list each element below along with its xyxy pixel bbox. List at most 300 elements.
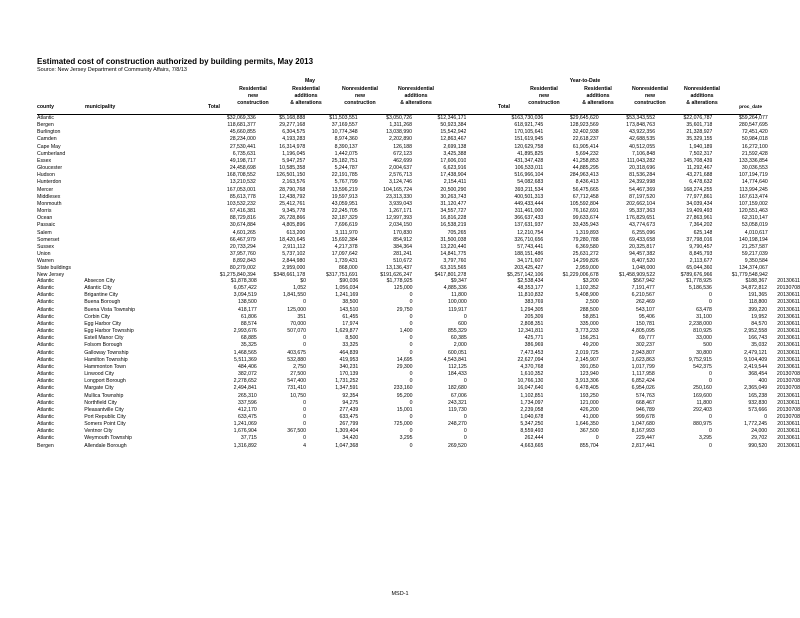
cell-total-ytd: 1,102,851 bbox=[520, 392, 544, 399]
cell-nonres-add-ytd: 932,830 bbox=[748, 399, 768, 406]
cell-nonres-new-may: 95,200 bbox=[396, 392, 413, 399]
cell-nonres-add-may: $9,347 bbox=[450, 278, 467, 284]
header-res-add-ytd: Residential additions & alterations bbox=[582, 86, 614, 106]
header-total-ytd: Total bbox=[497, 104, 510, 110]
page-footer: MSD-1 bbox=[391, 591, 409, 597]
table-row bbox=[37, 158, 800, 165]
cell-res-add-may: 17,097,642 bbox=[331, 250, 358, 257]
cell-nonres-add-may: 31,500,038 bbox=[440, 236, 467, 243]
cell-nonres-add-may: 0 bbox=[463, 435, 467, 442]
cell-nonres-new-may: 462,699 bbox=[393, 157, 413, 164]
cell-proc-date: 20130708 bbox=[776, 413, 800, 420]
cell-res-new-may: 16,314,978 bbox=[279, 143, 306, 150]
cell-res-add-ytd: 202,662,104 bbox=[626, 200, 656, 207]
cell-total-may: 265,310 bbox=[237, 392, 257, 399]
table-row bbox=[37, 136, 800, 143]
cell-nonres-add-may: 63,315,565 bbox=[440, 265, 467, 272]
cell-total-may: 35,325 bbox=[240, 342, 257, 349]
cell-proc-date bbox=[768, 129, 800, 136]
cell-proc-date: 20130611 bbox=[777, 421, 800, 428]
cell-total-may: 382,072 bbox=[237, 371, 257, 378]
cell-municipality: Brigantine City bbox=[84, 292, 118, 299]
cell-res-new-ytd: 335,000 bbox=[579, 320, 599, 327]
county-summary-table bbox=[37, 115, 800, 280]
cell-nonres-new-ytd: 30,800 bbox=[696, 349, 712, 356]
cell-municipality: Mullica Township bbox=[84, 392, 124, 399]
cell-nonres-new-ytd: 35,329,155 bbox=[686, 136, 713, 143]
cell-nonres-add-may: 16,816,228 bbox=[440, 215, 467, 222]
cell-total-may: 30,674,884 bbox=[229, 222, 256, 229]
cell-municipality: Hammonton Town bbox=[84, 363, 126, 370]
cell-proc-date: 20130611 bbox=[777, 349, 800, 356]
cell-nonres-add-may: 119,730 bbox=[448, 406, 467, 413]
cell-nonres-new-ytd: 35,601,718 bbox=[686, 122, 713, 129]
cell-res-new-ytd: 8,436,413 bbox=[575, 179, 599, 186]
cell-proc-date bbox=[768, 144, 800, 151]
cell-res-add-may: 4,217,378 bbox=[334, 243, 358, 250]
cell-res-new-ytd: 49,200 bbox=[582, 342, 599, 349]
cell-res-add-ytd: 20,325,817 bbox=[629, 243, 656, 250]
cell-county: Atlantic bbox=[37, 299, 55, 306]
cell-nonres-add-may: 20,500,290 bbox=[440, 186, 467, 193]
cell-total-may: 633,475 bbox=[237, 413, 257, 420]
table-row bbox=[37, 443, 800, 450]
cell-nonres-add-ytd: 368,454 bbox=[748, 371, 768, 378]
cell-county: Sussex bbox=[37, 243, 55, 250]
cell-proc-date: 20130708 bbox=[776, 406, 800, 413]
cell-municipality: Egg Harbor Township bbox=[84, 328, 134, 335]
cell-nonres-new-ytd: 34,039,434 bbox=[686, 200, 713, 207]
cell-res-add-may: $317,751,691 bbox=[325, 272, 358, 279]
cell-county: Atlantic bbox=[37, 413, 55, 420]
cell-nonres-add-may: 3,425,388 bbox=[443, 150, 467, 157]
cell-res-new-may: 2,750 bbox=[293, 363, 307, 370]
cell-total-may: 138,500 bbox=[237, 299, 257, 306]
cell-total-ytd: 137,631,937 bbox=[514, 222, 544, 229]
cell-proc-date bbox=[768, 251, 800, 258]
cell-proc-date: 20130708 bbox=[776, 285, 800, 292]
cell-res-add-ytd: 4,805,095 bbox=[631, 328, 655, 335]
cell-total-ytd: 34,171,607 bbox=[517, 258, 544, 265]
cell-nonres-new-ytd: 7,364,202 bbox=[689, 222, 713, 229]
cell-proc-date bbox=[768, 158, 800, 165]
cell-res-new-may: 0 bbox=[303, 406, 307, 413]
cell-total-may: 6,057,422 bbox=[233, 285, 257, 292]
table-row bbox=[37, 208, 800, 215]
report-source: Source: New Jersey Department of Community Affairs, 7/8/13 bbox=[37, 67, 187, 73]
cell-nonres-new-ytd: 0 bbox=[709, 413, 712, 420]
cell-res-add-may: 1,047,368 bbox=[335, 442, 359, 449]
cell-res-add-may: 1,241,169 bbox=[335, 292, 359, 299]
cell-proc-date: 20130611 bbox=[777, 342, 800, 349]
cell-county: Cape May bbox=[37, 143, 61, 150]
cell-total-ytd: 262,444 bbox=[524, 435, 544, 442]
cell-total-may: 2,993,676 bbox=[233, 328, 257, 335]
cell-proc-date: 20130708 bbox=[776, 378, 800, 385]
cell-county: Atlantic bbox=[37, 435, 55, 442]
cell-res-new-ytd: 44,885,295 bbox=[572, 165, 599, 172]
cell-res-new-may: 4,805,896 bbox=[282, 222, 306, 229]
cell-county: Atlantic bbox=[37, 335, 55, 342]
cell-res-new-may: 0 bbox=[303, 399, 307, 406]
cell-nonres-add-ytd: 50,984,018 bbox=[741, 136, 768, 143]
cell-nonres-new-may: 13,038,990 bbox=[386, 129, 413, 136]
cell-res-add-ytd: 2,817,441 bbox=[631, 442, 655, 449]
cell-proc-date bbox=[768, 194, 800, 201]
table-row bbox=[37, 321, 800, 328]
table-row bbox=[37, 151, 800, 158]
header-total-may: Total bbox=[207, 104, 220, 110]
cell-res-add-may: 170,139 bbox=[339, 371, 359, 378]
cell-nonres-new-may: 384,364 bbox=[393, 243, 413, 250]
cell-res-add-ytd: 69,433,658 bbox=[629, 236, 656, 243]
cell-res-new-may: 1,196,045 bbox=[282, 150, 306, 157]
cell-nonres-add-may: 182,680 bbox=[447, 385, 467, 392]
cell-proc-date bbox=[768, 179, 800, 186]
header-county: county bbox=[37, 104, 55, 110]
cell-res-add-may: 8,500 bbox=[345, 335, 359, 342]
cell-res-add-may: 8,390,137 bbox=[334, 143, 358, 150]
cell-res-add-ytd: 87,197,520 bbox=[629, 193, 656, 200]
cell-res-add-ytd: 7,191,477 bbox=[631, 285, 655, 292]
cell-municipality bbox=[85, 251, 177, 258]
table-row bbox=[37, 187, 800, 194]
cell-res-new-may: 27,500 bbox=[290, 371, 307, 378]
cell-nonres-add-may: 4,543,841 bbox=[443, 356, 467, 363]
cell-proc-date: 20130611 bbox=[777, 392, 800, 399]
cell-total-ytd: 22,627,094 bbox=[517, 356, 544, 363]
cell-nonres-new-ytd: 880,975 bbox=[693, 421, 712, 428]
cell-total-ytd: 449,433,444 bbox=[514, 200, 544, 207]
cell-res-add-ytd: 262,469 bbox=[635, 299, 655, 306]
cell-res-new-may: 18,420,645 bbox=[279, 236, 306, 243]
cell-res-new-ytd: 58,851 bbox=[582, 313, 599, 320]
table-row bbox=[37, 115, 800, 122]
cell-nonres-add-may: 243,321 bbox=[447, 399, 467, 406]
cell-nonres-new-ytd: 9,752,915 bbox=[688, 356, 712, 363]
cell-total-may: 61,806 bbox=[240, 313, 257, 320]
table-row bbox=[37, 292, 800, 299]
cell-res-new-ytd: 3,773,233 bbox=[575, 328, 599, 335]
cell-res-add-ytd: 1,047,680 bbox=[631, 421, 655, 428]
cell-nonres-add-may: 17,438,904 bbox=[440, 172, 467, 179]
cell-res-add-may: 3,111,970 bbox=[335, 229, 358, 236]
cell-total-may: 4,601,265 bbox=[232, 229, 256, 236]
cell-res-new-may: 10,750 bbox=[290, 392, 307, 399]
cell-county: Passaic bbox=[37, 222, 56, 229]
cell-municipality: Linwood City bbox=[84, 371, 114, 378]
cell-res-new-may: 26,728,866 bbox=[279, 215, 306, 222]
cell-res-add-may: 43,059,951 bbox=[331, 200, 358, 207]
cell-res-add-may: 1,442,075 bbox=[334, 150, 358, 157]
cell-proc-date: 20130611 bbox=[777, 363, 800, 370]
cell-nonres-add-may: 30,263,743 bbox=[440, 193, 467, 200]
cell-municipality: Folsom Borough bbox=[84, 342, 123, 349]
cell-nonres-add-may: 600,051 bbox=[447, 349, 467, 356]
report-title: Estimated cost of construction authorized by building permits, May 2013 bbox=[37, 57, 314, 66]
cell-nonres-new-ytd: 169,600 bbox=[693, 392, 712, 399]
municipality-table bbox=[37, 278, 800, 450]
table-row bbox=[37, 328, 800, 335]
cell-res-new-ytd: $29,645,620 bbox=[569, 115, 599, 121]
table-row bbox=[37, 278, 800, 285]
cell-municipality bbox=[85, 122, 177, 129]
cell-nonres-add-may: $417,801,278 bbox=[434, 272, 467, 279]
cell-nonres-new-ytd: 43,271,688 bbox=[686, 172, 713, 179]
cell-res-add-ytd: 94,457,382 bbox=[629, 250, 656, 257]
cell-res-new-may: 28,790,768 bbox=[279, 186, 306, 193]
cell-res-add-may: 25,182,751 bbox=[331, 157, 358, 164]
cell-nonres-add-ytd: 16,272,100 bbox=[741, 143, 768, 150]
cell-total-may: 88,729,816 bbox=[229, 215, 256, 222]
cell-nonres-new-ytd: 250,160 bbox=[693, 385, 712, 392]
cell-total-ytd: 4,370,768 bbox=[520, 363, 544, 370]
cell-nonres-new-ytd: 27,863,961 bbox=[686, 215, 713, 222]
cell-municipality bbox=[85, 172, 177, 179]
cell-total-may: 118,681,377 bbox=[227, 122, 256, 129]
cell-nonres-add-may: 0 bbox=[463, 428, 467, 435]
table-row bbox=[37, 385, 800, 392]
cell-res-add-ytd: $53,343,552 bbox=[626, 115, 656, 121]
cell-proc-date bbox=[768, 230, 800, 237]
cell-total-may: 28,234,000 bbox=[229, 136, 256, 143]
cell-res-add-ytd: 6,255,096 bbox=[632, 229, 656, 236]
cell-nonres-add-ytd: 167,613,474 bbox=[738, 193, 768, 200]
cell-res-new-ytd: 6,478,405 bbox=[575, 385, 599, 392]
header-res-add-may: Residential additions & alterations bbox=[290, 86, 322, 106]
cell-nonres-new-may: 0 bbox=[409, 349, 413, 356]
cell-res-add-may: 1,347,591 bbox=[335, 385, 359, 392]
cell-res-new-ytd: 288,500 bbox=[579, 306, 599, 313]
cell-nonres-new-ytd: 7,502,317 bbox=[689, 150, 713, 157]
cell-total-ytd: 1,610,352 bbox=[520, 371, 544, 378]
cell-total-may: 37,957,760 bbox=[229, 250, 256, 257]
cell-total-ytd: 326,710,656 bbox=[514, 236, 544, 243]
cell-nonres-new-may: $191,626,247 bbox=[380, 272, 413, 279]
cell-res-new-may: 1,841,550 bbox=[282, 292, 307, 299]
cell-total-ytd: 151,619,945 bbox=[514, 136, 544, 143]
table-row bbox=[37, 265, 800, 272]
cell-proc-date: 20130611 bbox=[777, 428, 800, 435]
cell-res-add-ytd: 6,210,567 bbox=[631, 292, 655, 299]
cell-nonres-new-may: 12,997,393 bbox=[386, 215, 413, 222]
cell-total-may: $1,878,308 bbox=[230, 278, 257, 284]
cell-nonres-add-ytd: 399,220 bbox=[748, 306, 768, 313]
cell-nonres-add-may: $12,346,171 bbox=[437, 115, 467, 121]
table-row bbox=[37, 350, 800, 357]
cell-res-new-may: 4,193,283 bbox=[282, 136, 306, 143]
cell-nonres-new-ytd: 0 bbox=[709, 292, 712, 299]
cell-county: Warren bbox=[37, 258, 54, 265]
cell-res-add-ytd: 2,943,807 bbox=[631, 349, 655, 356]
cell-nonres-add-ytd: 990,520 bbox=[748, 442, 768, 449]
cell-county: Atlantic bbox=[37, 385, 55, 392]
cell-res-new-may: 0 bbox=[303, 421, 307, 428]
table-row bbox=[37, 165, 800, 172]
cell-nonres-new-may: 281,241 bbox=[393, 250, 413, 257]
cell-res-add-may: 13,596,219 bbox=[331, 186, 358, 193]
cell-res-new-may: 1,052 bbox=[293, 285, 307, 292]
header-res-new-ytd: Residential new construction bbox=[528, 86, 560, 106]
cell-total-may: 167,053,001 bbox=[226, 186, 256, 193]
table-row bbox=[37, 400, 800, 407]
cell-county: Atlantic bbox=[37, 306, 55, 313]
cell-nonres-new-may: 0 bbox=[409, 378, 413, 385]
cell-res-add-ytd: 176,829,651 bbox=[626, 215, 656, 222]
cell-municipality bbox=[85, 158, 177, 165]
cell-res-new-may: $348,661,178 bbox=[273, 272, 306, 279]
cell-res-new-may: 9,345,778 bbox=[282, 208, 306, 215]
cell-county: Atlantic bbox=[37, 356, 55, 363]
cell-nonres-add-ytd: 140,198,194 bbox=[738, 236, 768, 243]
cell-proc-date bbox=[768, 136, 800, 143]
cell-res-new-ytd: 25,631,272 bbox=[572, 250, 599, 257]
cell-res-new-ytd: 1,102,352 bbox=[575, 285, 599, 292]
cell-total-ytd: 203,425,427 bbox=[514, 265, 544, 272]
cell-nonres-add-may: 705,265 bbox=[447, 229, 467, 236]
cell-res-add-ytd: 1,623,863 bbox=[631, 356, 655, 363]
cell-res-add-ytd: 43,774,673 bbox=[629, 222, 656, 229]
cell-nonres-new-ytd: 9,790,457 bbox=[689, 243, 713, 250]
cell-county: Atlantic bbox=[37, 320, 55, 327]
cell-nonres-new-may: 13,136,437 bbox=[386, 265, 413, 272]
cell-nonres-add-may: 17,606,010 bbox=[440, 157, 467, 164]
cell-total-may: 24,458,698 bbox=[229, 165, 256, 172]
header-proc-date: proc_date bbox=[739, 105, 762, 110]
cell-res-new-ytd: 128,923,569 bbox=[569, 122, 599, 129]
cell-res-add-ytd: 543,107 bbox=[635, 306, 655, 313]
cell-nonres-new-ytd: 1,940,189 bbox=[689, 143, 713, 150]
cell-nonres-add-may: 100,000 bbox=[447, 299, 467, 306]
cell-nonres-add-ytd: 30,036,553 bbox=[741, 165, 768, 172]
cell-total-ytd: 393,211,534 bbox=[514, 186, 544, 193]
cell-county: Atlantic bbox=[37, 285, 55, 292]
table-row bbox=[37, 364, 800, 371]
cell-nonres-new-ytd: 3,295 bbox=[698, 435, 712, 442]
cell-total-ytd: 4,663,665 bbox=[520, 442, 544, 449]
cell-res-add-ytd: 668,467 bbox=[635, 399, 655, 406]
cell-total-may: 418,177 bbox=[237, 306, 257, 313]
cell-nonres-new-may: 0 bbox=[409, 342, 413, 349]
cell-res-new-ytd: 5,694,232 bbox=[575, 150, 599, 157]
cell-total-ytd: 8,559,493 bbox=[520, 428, 544, 435]
cell-proc-date: 20130708 bbox=[776, 385, 800, 392]
cell-res-add-ytd: 81,536,284 bbox=[629, 172, 656, 179]
cell-nonres-new-may: 23,313,330 bbox=[386, 193, 413, 200]
cell-proc-date bbox=[768, 201, 800, 208]
cell-nonres-add-may: 269,520 bbox=[447, 442, 467, 449]
cell-total-ytd: 120,629,758 bbox=[514, 143, 544, 150]
cell-nonres-add-ytd: 84,570 bbox=[751, 320, 768, 327]
cell-municipality: Somers Point City bbox=[84, 421, 126, 428]
cell-res-add-may: 94,275 bbox=[342, 399, 359, 406]
cell-total-ytd: 2,808,351 bbox=[520, 320, 544, 327]
cell-res-new-ytd: 22,618,237 bbox=[572, 136, 599, 143]
cell-nonres-add-ytd: 0 bbox=[764, 413, 768, 420]
table-row bbox=[37, 421, 800, 428]
cell-nonres-add-ytd: 29,702 bbox=[751, 435, 768, 442]
cell-res-add-ytd: 111,043,282 bbox=[627, 157, 656, 164]
cell-res-new-may: 0 bbox=[303, 435, 307, 442]
cell-total-may: 5,511,369 bbox=[234, 356, 257, 363]
table-row bbox=[37, 144, 800, 151]
cell-res-add-may: $90,036 bbox=[339, 278, 359, 284]
cell-nonres-new-ytd: 11,800 bbox=[696, 399, 712, 406]
cell-res-add-may: 868,000 bbox=[338, 265, 358, 272]
cell-proc-date bbox=[768, 244, 800, 251]
cell-nonres-new-may: 0 bbox=[409, 292, 413, 299]
cell-municipality: Northfield City bbox=[84, 399, 117, 406]
cell-total-ytd: 12,341,811 bbox=[517, 328, 544, 335]
cell-total-may: 85,613,778 bbox=[229, 193, 256, 200]
cell-res-add-may: 34,420 bbox=[342, 435, 359, 442]
cell-nonres-add-may: 112,125 bbox=[448, 363, 467, 370]
cell-county: Atlantic bbox=[37, 342, 55, 349]
cell-res-add-ytd: 24,392,998 bbox=[629, 179, 656, 186]
cell-res-new-ytd: 61,905,414 bbox=[572, 143, 599, 150]
cell-proc-date bbox=[768, 208, 800, 215]
cell-res-new-ytd: 67,712,458 bbox=[572, 193, 599, 200]
cell-res-add-may: $11,503,551 bbox=[329, 115, 358, 121]
cell-nonres-new-ytd: 0 bbox=[709, 299, 712, 306]
cell-proc-date: 20130611 bbox=[777, 313, 800, 320]
cell-res-add-may: 1,056,034 bbox=[335, 285, 359, 292]
cell-county: Atlantic bbox=[37, 406, 55, 413]
cell-proc-date: 20130611 bbox=[777, 356, 800, 363]
cell-municipality: Buena Vista Township bbox=[84, 306, 136, 313]
cell-nonres-add-ytd: 4,010,617 bbox=[744, 229, 768, 236]
cell-res-add-may: 419,953 bbox=[339, 356, 359, 363]
cell-nonres-add-ytd: 118,800 bbox=[748, 299, 768, 306]
header-nonres-new-may: Nonresidential new construction bbox=[341, 86, 379, 106]
cell-nonres-add-may: 184,433 bbox=[447, 371, 467, 378]
cell-res-new-ytd: 14,299,826 bbox=[572, 258, 599, 265]
cell-res-add-ytd: 8,167,993 bbox=[631, 428, 655, 435]
cell-res-add-ytd: 20,318,696 bbox=[629, 165, 656, 172]
cell-nonres-add-ytd: 62,310,147 bbox=[741, 215, 768, 222]
cell-res-add-may: 22,191,785 bbox=[331, 172, 358, 179]
cell-nonres-new-may: 725,000 bbox=[393, 421, 413, 428]
table-row bbox=[37, 435, 800, 442]
cell-res-new-may: 731,410 bbox=[287, 385, 307, 392]
cell-municipality bbox=[85, 222, 177, 229]
cell-res-new-may: 25,412,761 bbox=[279, 200, 306, 207]
cell-municipality bbox=[85, 129, 177, 136]
cell-nonres-new-may: 0 bbox=[409, 428, 413, 435]
cell-total-ytd: 170,105,641 bbox=[514, 129, 544, 136]
cell-proc-date: 20130611 bbox=[777, 328, 800, 335]
cell-nonres-new-ytd: 11,292,467 bbox=[686, 165, 713, 172]
cell-nonres-new-may: 125,000 bbox=[393, 285, 413, 292]
cell-county: Atlantic bbox=[37, 313, 55, 320]
cell-nonres-add-may: 50,923,384 bbox=[440, 122, 467, 129]
cell-total-may: 37,715 bbox=[240, 435, 257, 442]
cell-municipality bbox=[85, 230, 177, 237]
cell-county: Atlantic bbox=[37, 292, 55, 299]
cell-total-may: 2,494,841 bbox=[233, 385, 257, 392]
cell-nonres-add-may: 4,885,336 bbox=[443, 285, 467, 292]
cell-nonres-add-may: 60,385 bbox=[450, 335, 467, 342]
cell-nonres-new-ytd: 0 bbox=[709, 371, 712, 378]
cell-proc-date: 20130611 bbox=[777, 442, 800, 449]
cell-municipality: Ventnor City bbox=[84, 428, 113, 435]
cell-res-new-may: 70,000 bbox=[290, 320, 307, 327]
cell-total-may: 337,596 bbox=[237, 399, 257, 406]
table-row bbox=[37, 258, 800, 265]
cell-res-new-ytd: 99,633,674 bbox=[572, 215, 599, 222]
table-row bbox=[37, 342, 800, 349]
cell-county: Morris bbox=[37, 208, 52, 215]
